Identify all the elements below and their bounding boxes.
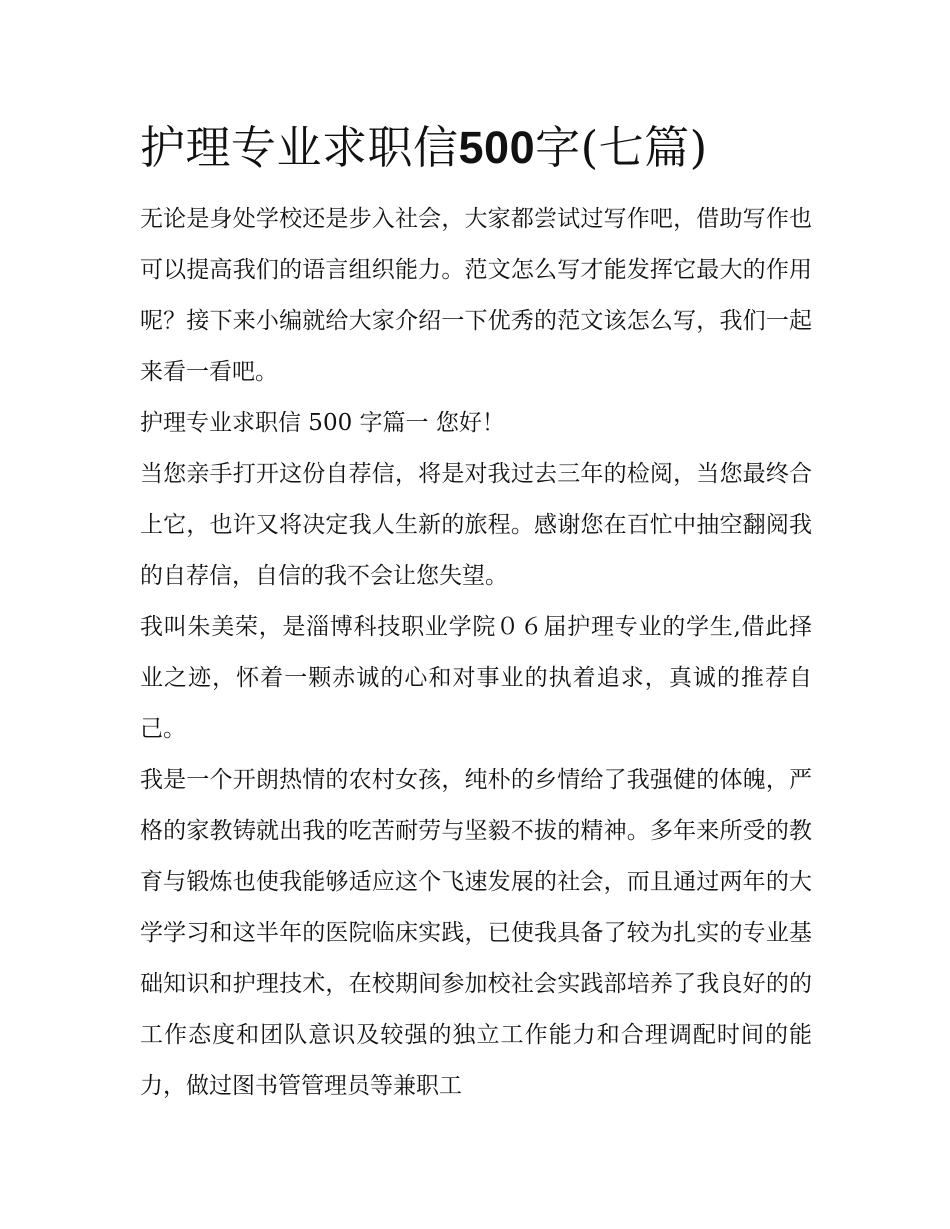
intro-paragraph: 无论是身处学校还是步入社会，大家都尝试过写作吧，借助写作也可以提高我们的语言组织能力。范文怎么写才能发挥它最大的作用呢？接下来小编就给大家介绍一下优秀的范文该怎么写，我们一起来看一看吧。 [140, 206, 812, 385]
body-paragraph: 我是一个开朗热情的农村女孩，纯朴的乡情给了我强健的体魄，严格的家教铸就出我的吃苦耐劳与坚毅不拔的精神。多年来所受的教育与锻炼也使我能够适应这个飞速发展的社会，而且通过两年的大学学习和这半年的医院临床实践，已使我具备了较为扎实的专业基础知识和护理技术，在校期间参加校社会实践部培养了我良好的的工作态度和团队意识及较强的独立工作能力和合理调配时间的能力，做过图书管管理员等兼职工 [140, 767, 812, 1099]
document-body [140, 118, 812, 1112]
title-suffix: 字(七篇) [535, 121, 708, 174]
title-number: 500 [458, 122, 536, 173]
section-heading: 护理专业求职信 500 字篇一 您好！ [140, 410, 505, 436]
document-title [140, 118, 812, 178]
title-text: 护理专业求职信 [140, 121, 459, 174]
body-paragraph: 当您亲手打开这份自荐信，将是对我过去三年的检阅，当您最终合上它，也许又将决定我人生新的旅程。感谢您在百忙中抽空翻阅我的自荐信，自信的我不会让您失望。 [140, 461, 812, 589]
body-paragraph: 我叫朱美荣，是淄博科技职业学院０６届护理专业的学生,借此择业之迹，怀着一颗赤诚的心和对事业的执着追求，真诚的推荐自己。 [140, 614, 812, 742]
